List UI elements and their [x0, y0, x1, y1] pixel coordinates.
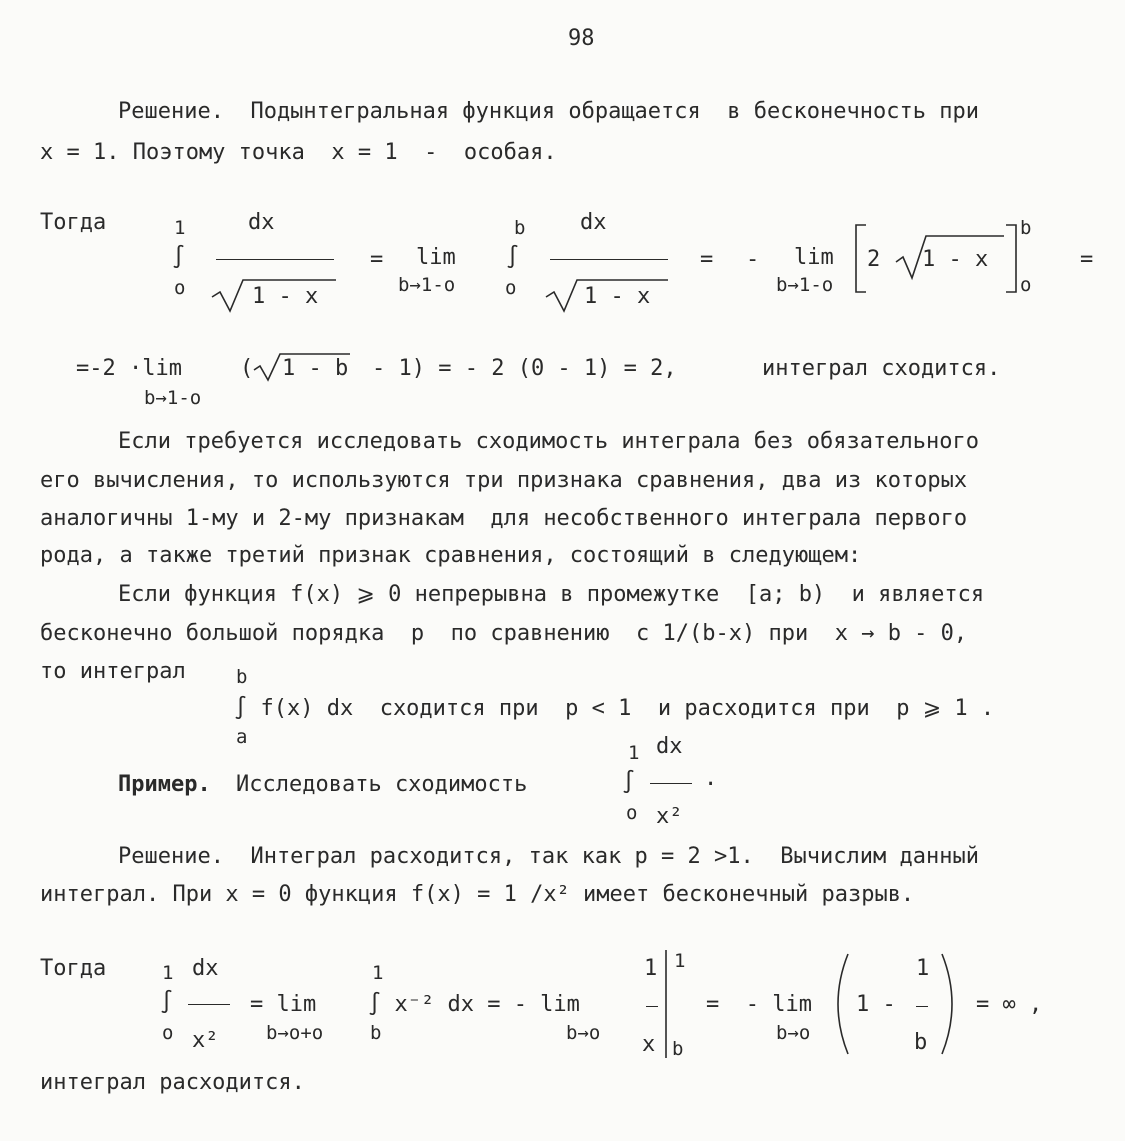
para4-line-1: Решение. Интеграл расходится, так как p = 2 >1. Вычислим данный — [118, 844, 979, 869]
eq3-frac-den: x — [642, 1032, 656, 1057]
eq1-lim-sub-2: b→1-o — [776, 274, 834, 296]
eq3-int-lower: o — [162, 1022, 174, 1044]
eq1-eq-1: = — [370, 247, 384, 272]
eq1-eq-2: = — [700, 247, 714, 272]
eq3-paren-den: b — [914, 1030, 928, 1055]
example-text: Исследовать сходимость — [236, 772, 528, 797]
final-line: интеграл расходится. — [40, 1070, 305, 1095]
eq3-result: = ∞ , — [976, 992, 1043, 1017]
eq2-root-content: 1 - b — [282, 356, 349, 381]
eq3-int2-lower: b — [370, 1022, 382, 1044]
eq1-bracket-lower: o — [1020, 274, 1032, 296]
eq3-num: dx — [192, 956, 219, 981]
eq3-eq-minus-lim: = - lim — [706, 992, 812, 1017]
para2-line-4: рода, а также третий признак сравнения, состоящий в следующем: — [40, 543, 862, 568]
example-den: x² — [656, 804, 683, 829]
eq1-den2: 1 - x — [584, 284, 651, 309]
para3-int-expr: ∫ f(x) dx сходится при p < 1 и расходится при p ⩾ 1 . — [234, 696, 995, 721]
eq3-bar-lower: b — [672, 1038, 684, 1060]
eq3-frac-num: 1 — [644, 956, 658, 981]
eq1-bracket-left — [856, 225, 866, 292]
eq1-lim-2: lim — [794, 245, 834, 270]
eq1-den: 1 - x — [252, 284, 319, 309]
eq2-rest: - 1) = - 2 (0 - 1) = 2, — [372, 356, 677, 381]
eq3-int2-body: ∫ x⁻² dx = - lim — [368, 992, 580, 1017]
para3-line-3: то интеграл — [40, 659, 186, 684]
eq1-radical-3 — [896, 236, 1004, 278]
para3-int-lower: a — [236, 726, 248, 748]
para3-line-1: Если функция f(x) ⩾ 0 непрерывна в промежутке [a; b) и является — [118, 582, 985, 607]
example-int-lower: o — [626, 802, 638, 824]
eq1-int-upper: 1 — [174, 217, 186, 239]
eq2-sub: b→1-o — [144, 387, 202, 409]
eq1-bracket-upper: b — [1020, 217, 1032, 239]
para3-line-2: бесконечно большой порядка p по сравнению с 1/(b-x) при x → b - 0, — [40, 621, 968, 646]
eq1-int2-lower: o — [505, 277, 517, 299]
eq3-bar-upper: 1 — [674, 950, 686, 972]
eq1-bracket-inner: 2 — [867, 247, 881, 272]
eq3-sub3: b→o — [776, 1022, 811, 1044]
para4-line-2: интеграл. При x = 0 функция f(x) = 1 /x² имеет бесконечный разрыв. — [40, 882, 915, 907]
para2-line-2: его вычисления, то используются три признака сравнения, два из которых — [40, 468, 968, 493]
eq1-int2-sign: ∫ — [506, 245, 520, 270]
para2-line-3: аналогичны 1-му и 2-му признакам для несобственного интеграла первого — [40, 506, 968, 531]
solution-line-1: Решение. Подынтегральная функция обращается в бесконечность при — [118, 99, 979, 124]
eq3-eq-lim: = lim — [250, 992, 317, 1017]
eq1-radical-2 — [546, 280, 668, 311]
eq3-lead: Тогда — [40, 956, 107, 981]
eq1-lim-sub: b→1-o — [398, 274, 456, 296]
para3-int-upper: b — [236, 666, 248, 688]
eq3-int-sign: ∫ — [160, 990, 174, 1015]
para2-line-1: Если требуется исследовать сходимость интеграла без обязательного — [118, 429, 979, 454]
page-number: 98 — [568, 26, 595, 51]
example-int-sign: ∫ — [622, 770, 636, 795]
eq3-paren-right — [942, 954, 952, 1054]
eq3-paren-a: 1 - — [856, 992, 896, 1017]
eq1-minus: - — [746, 247, 760, 272]
eq2-paren: ( — [240, 356, 254, 381]
eq3-sub1: b→o+o — [266, 1022, 324, 1044]
eq1-radical-1 — [212, 280, 336, 311]
eq1-int2-upper: b — [514, 217, 526, 239]
eq1-int-lower: o — [174, 277, 186, 299]
eq2-lead: =-2 ·lim — [76, 356, 182, 381]
eq3-int-upper: 1 — [162, 962, 174, 984]
eq1-eq-3: = — [1080, 247, 1094, 272]
example-dot: . — [704, 766, 718, 791]
eq3-paren-num: 1 — [916, 956, 930, 981]
eq2-conclusion: интеграл сходится. — [762, 356, 1001, 381]
eq3-paren-left — [838, 954, 848, 1054]
eq3-int2-upper: 1 — [372, 962, 384, 984]
eq3-sub2: b→o — [566, 1022, 601, 1044]
eq3-den: x² — [192, 1028, 219, 1053]
eq1-lead: Тогда — [40, 210, 107, 235]
example-int-upper: 1 — [628, 742, 640, 764]
example-label: Пример. — [118, 772, 211, 797]
eq1-bracket-right — [1006, 225, 1016, 292]
eq1-int-sign: ∫ — [172, 245, 186, 270]
eq1-lim: lim — [416, 245, 456, 270]
eq1-bracket-root: 1 - x — [922, 247, 989, 272]
eq2-radical — [254, 354, 350, 380]
example-num: dx — [656, 734, 683, 759]
eq1-num2: dx — [580, 210, 607, 235]
solution-line-2: x = 1. Поэтому точка x = 1 - особая. — [40, 140, 557, 165]
eq1-num: dx — [248, 210, 275, 235]
